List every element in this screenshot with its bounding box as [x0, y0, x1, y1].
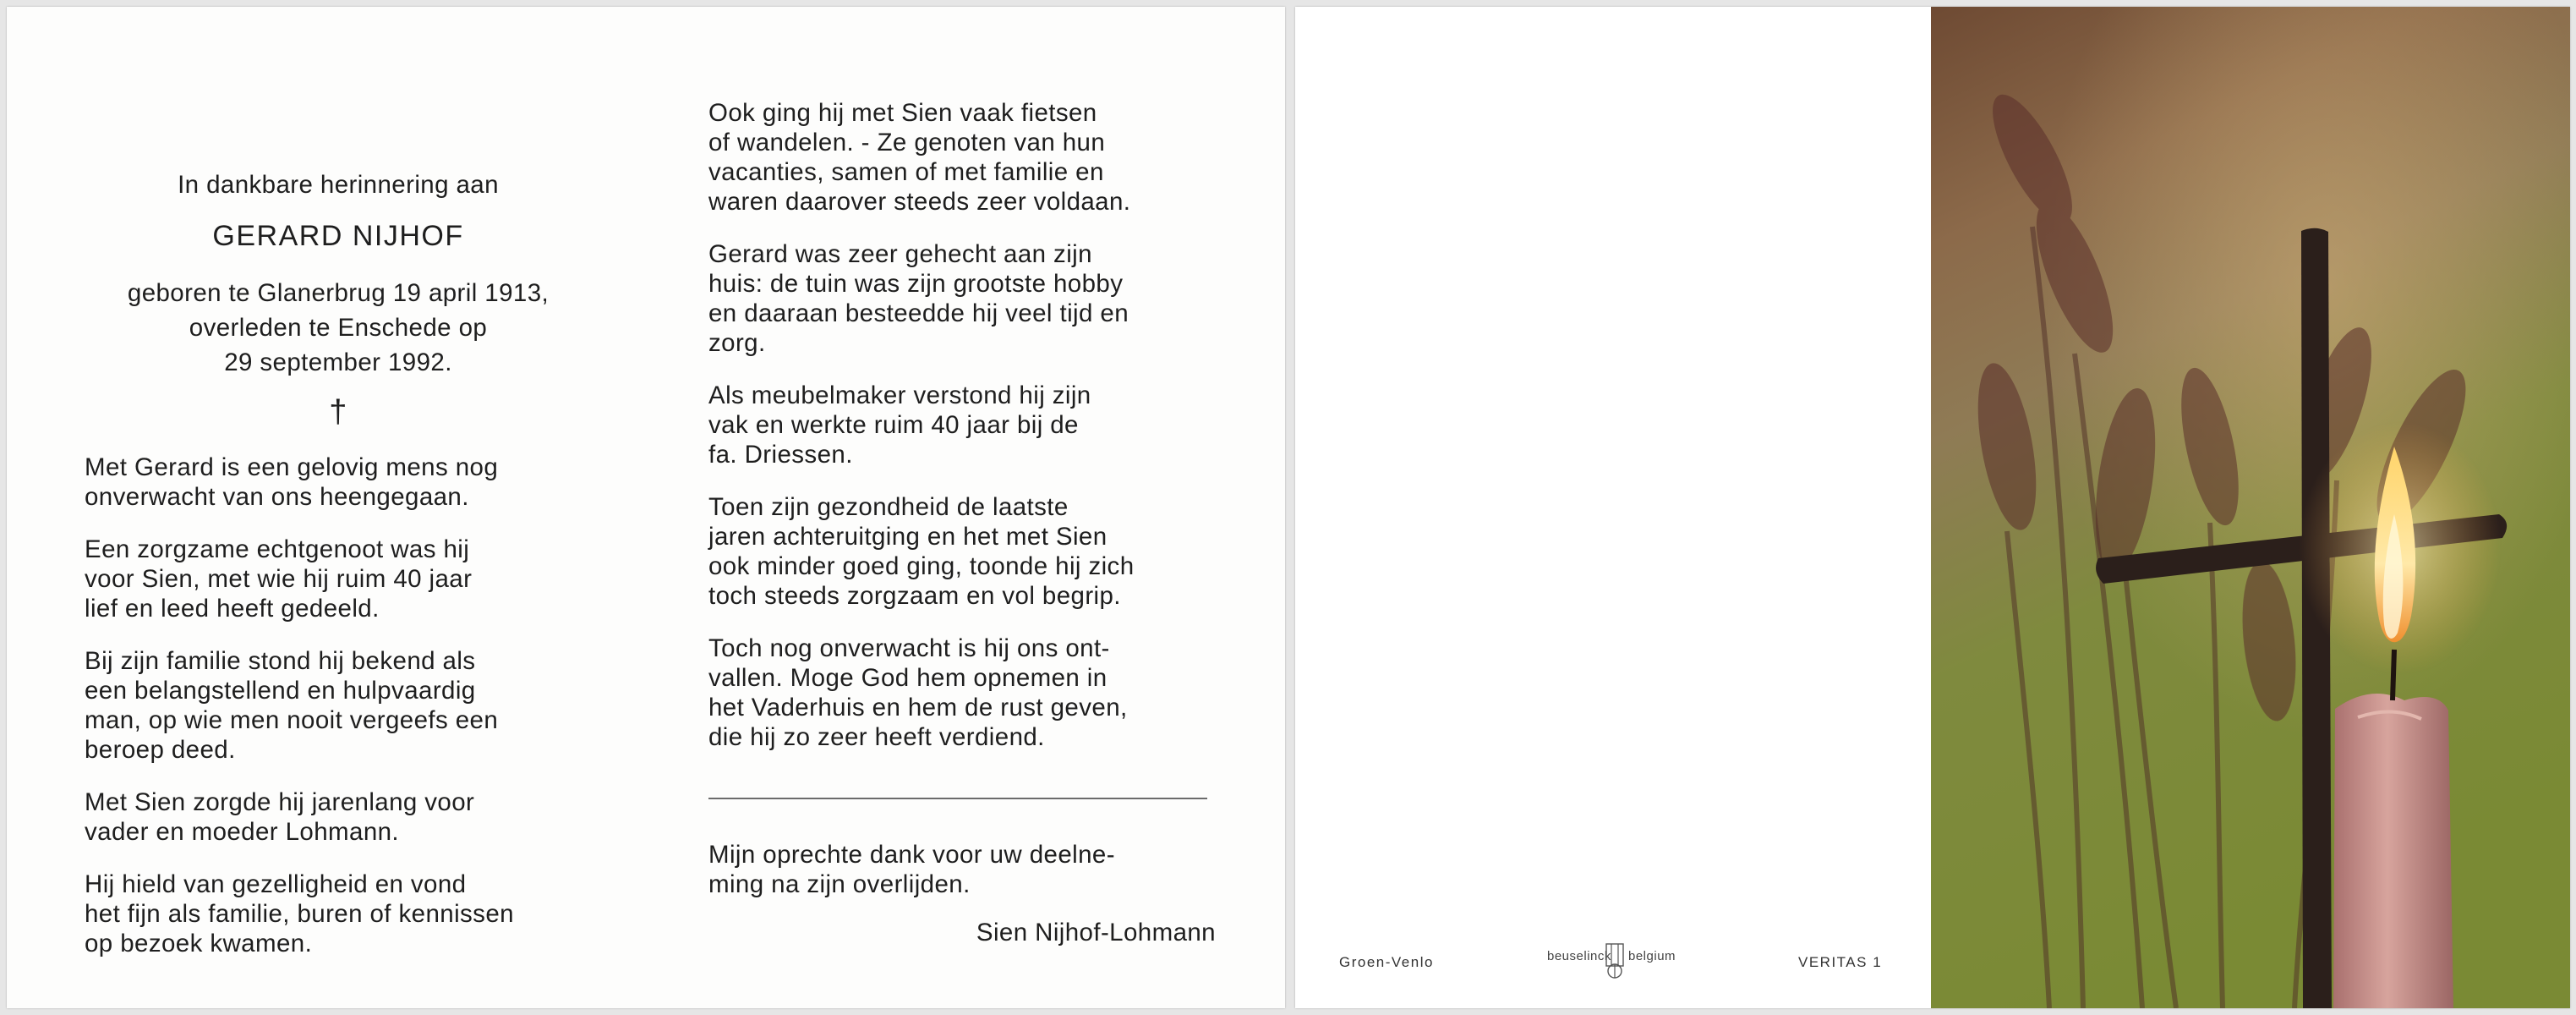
paragraph: Met Gerard is een gelovig mens nog onverwacht van ons heengegaan. — [85, 453, 499, 511]
signature: Sien Nijhof-Lohmann — [976, 919, 1216, 946]
paragraph: Gerard was zeer gehecht aan zijn huis: de tuin was zijn grootste hobby en daaraan besteedde hij veel tijd en zorg. — [708, 240, 1129, 357]
deceased-name: GERARD NIJHOF — [212, 220, 464, 252]
right-body — [708, 98, 1216, 775]
printer-name: beuselinck — [1547, 949, 1611, 963]
intro-text: In dankbare herinnering aan — [178, 171, 499, 199]
divider-line — [708, 798, 1207, 799]
printer-imprint-left: Groen-Venlo — [1339, 954, 1434, 970]
thanks-text: Mijn oprechte dank voor uw deelne- ming na zijn overlijden. — [708, 841, 1115, 898]
paragraph: Ook ging hij met Sien vaak fietsen of wandelen. - Ze genoten van hun vacanties, samen of met familie en waren daarover steeds zeer voldaan. — [708, 99, 1131, 216]
card-model-code: VERITAS 1 — [1798, 954, 1883, 970]
paragraph: Toch nog onverwacht is hij ons ont- vallen. Moge God hem opnemen in het Vaderhuis en hem de rust geven, die hij zo zeer heeft verdiend. — [708, 634, 1128, 751]
paragraph: Bij zijn familie stond hij bekend als een belangstellend en hulpvaardig man, op wie men nooit vergeefs een beroep deed. — [85, 647, 499, 764]
birth-death-dates: geboren te Glanerbrug 19 april 1913, overleden te Enschede op 29 september 1992. — [127, 279, 550, 376]
outer-card — [1295, 7, 2570, 1008]
paragraph: Hij hield van gezelligheid en vond het fijn als familie, buren of kennissen op bezoek kwamen. — [85, 870, 514, 957]
inner-card — [7, 7, 1285, 1008]
cross-candle-illustration — [1931, 7, 2570, 1008]
left-body — [85, 453, 592, 981]
printer-country: belgium — [1628, 949, 1676, 963]
paragraph: Met Sien zorgde hij jarenlang voor vader en moeder Lohmann. — [85, 788, 475, 846]
cross-symbol: † — [329, 394, 347, 430]
paragraph: Als meubelmaker verstond hij zijn vak en werkte ruim 40 jaar bij de fa. Driessen. — [708, 381, 1091, 469]
paragraph: Een zorgzame echtgenoot was hij voor Sien, met wie hij ruim 40 jaar lief en leed heeft gedeeld. — [85, 535, 473, 623]
cross-candle-photo — [1931, 7, 2570, 1008]
printer-logo — [1547, 942, 1682, 979]
printer-emblem-icon — [1603, 942, 1627, 979]
paragraph: Toen zijn gezondheid de laatste jaren achteruitging en het met Sien ook minder goed ging, toonde hij zich toch steeds zorgzaam en vol begrip. — [708, 493, 1135, 610]
